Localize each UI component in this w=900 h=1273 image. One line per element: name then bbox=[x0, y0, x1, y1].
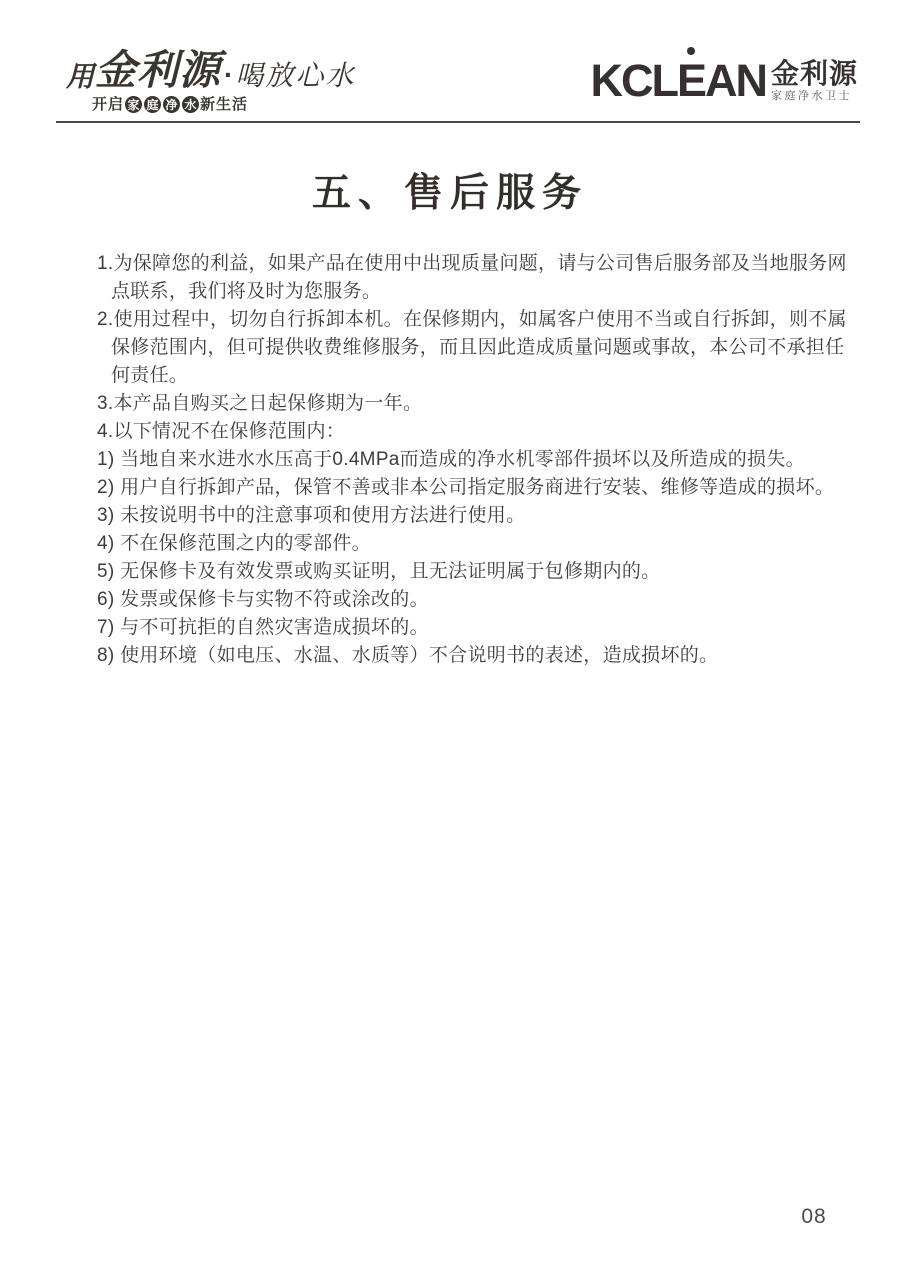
tagline-suffix: 新生活 bbox=[200, 96, 249, 113]
slogan-prefix: 用 bbox=[66, 61, 95, 92]
tagline-circle-char: 净 bbox=[163, 96, 180, 113]
brand-logo-left bbox=[66, 47, 356, 113]
brand-subtitle: 家庭净水卫士 bbox=[770, 90, 852, 102]
warranty-exclusion-item: 8) 使用环境（如电压、水温、水质等）不合说明书的表述，造成损坏的。 bbox=[97, 645, 719, 666]
service-paragraph-4: 4.以下情况不在保修范围内： bbox=[97, 421, 346, 442]
page-number: 08 bbox=[801, 1205, 827, 1228]
slogan-separator-dot: · bbox=[224, 59, 234, 90]
warranty-exclusion-item: 6) 发票或保修卡与实物不符或涂改的。 bbox=[97, 589, 429, 610]
warranty-exclusion-item: 2) 用户自行拆卸产品，保管不善或非本公司指定服务商进行安装、维修等造成的损坏。 bbox=[97, 477, 835, 498]
warranty-exclusion-item: 7) 与不可抗拒的自然灾害造成损坏的。 bbox=[97, 617, 429, 638]
warranty-exclusion-item: 3) 未按说明书中的注意事项和使用方法进行使用。 bbox=[97, 505, 526, 526]
page-title: 五、售后服务 bbox=[311, 172, 588, 215]
service-paragraph-2: 2.使用过程中，切勿自行拆卸本机。在保修期内，如属客户使用不当或自行拆卸，则不属保修范围内，但可提供收费维修服务，而且因此造成质量问题或事故，本公司不承担任何责任。 bbox=[97, 309, 847, 386]
tagline-circle-char: 庭 bbox=[144, 96, 161, 113]
kclean-wordmark bbox=[590, 55, 766, 106]
tagline-circle-char: 水 bbox=[182, 96, 199, 113]
header-divider-line bbox=[56, 121, 860, 123]
service-paragraph-1: 1.为保障您的利益，如果产品在使用中出现质量问题，请与公司售后服务部及当地服务网点联系，我们将及时为您服务。 bbox=[97, 253, 847, 302]
slogan-brand-name: 金利源 bbox=[95, 47, 222, 93]
tagline-prefix: 开启 bbox=[92, 96, 125, 113]
brand-logo-right bbox=[590, 55, 858, 106]
brand-tagline bbox=[92, 96, 355, 113]
service-terms-content bbox=[97, 250, 851, 670]
kclean-letter-e-with-dot: E bbox=[676, 55, 705, 106]
slogan-suffix: 喝放心水 bbox=[235, 60, 356, 91]
kclean-text-right: AN bbox=[704, 55, 766, 106]
brand-chinese-block bbox=[771, 60, 858, 103]
warranty-exclusion-item: 5) 无保修卡及有效发票或购买证明，且无法证明属于包修期内的。 bbox=[97, 561, 661, 582]
warranty-exclusion-item: 1) 当地自来水进水水压高于0.4MPa而造成的净水机零部件损坏以及所造成的损失。 bbox=[97, 449, 805, 470]
brand-chinese-name: 金利源 bbox=[770, 58, 858, 89]
kclean-text-left: KCL bbox=[590, 55, 677, 106]
service-paragraph-3: 3.本产品自购买之日起保修期为一年。 bbox=[97, 393, 423, 414]
brand-slogan bbox=[66, 47, 356, 93]
warranty-exclusion-item: 4) 不在保修范围之内的零部件。 bbox=[97, 533, 371, 554]
tagline-circle-char: 家 bbox=[125, 96, 142, 113]
